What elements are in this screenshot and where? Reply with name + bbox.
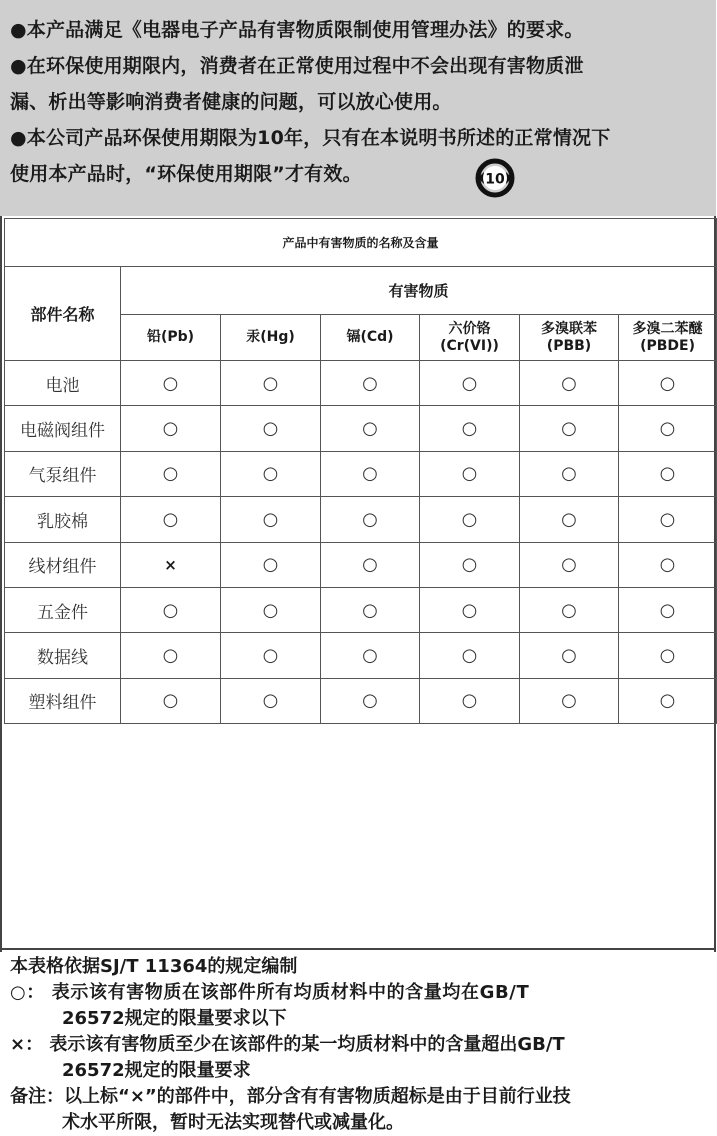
bottom-border xyxy=(0,948,716,950)
table-row xyxy=(5,542,717,587)
compliant-mark: ○ xyxy=(121,633,221,678)
part-name: 电磁阀组件 xyxy=(5,406,121,451)
substance-column-header xyxy=(221,315,321,361)
compliant-mark: ○ xyxy=(321,587,420,632)
compliant-mark: ○ xyxy=(221,451,321,496)
statement-line: ●在环保使用期限内，消费者在正常使用过程中不会出现有害物质泄 xyxy=(10,55,584,77)
part-name: 乳胶棉 xyxy=(5,497,121,542)
compliant-mark: ○ xyxy=(121,678,221,723)
part-name: 线材组件 xyxy=(5,542,121,587)
circle-note: ○： 表示该有害物质在该部件所有均质材料中的含量均在GB/T xyxy=(10,982,530,1003)
substance-name: 多溴二苯醚 xyxy=(632,320,703,337)
compliant-mark: ○ xyxy=(221,587,321,632)
hazardous-substances-frame xyxy=(0,216,716,1133)
compliant-mark: ○ xyxy=(121,497,221,542)
compliant-mark: ○ xyxy=(121,406,221,451)
table-row xyxy=(5,587,717,632)
compliant-mark: ○ xyxy=(520,497,619,542)
part-name: 塑料组件 xyxy=(5,678,121,723)
table-row xyxy=(5,633,717,678)
compliant-mark: ○ xyxy=(121,451,221,496)
epup-10-icon xyxy=(475,158,515,198)
hazardous-substances-table xyxy=(4,218,717,724)
compliant-mark: ○ xyxy=(420,587,520,632)
compliant-mark: ○ xyxy=(619,633,717,678)
compliant-mark: ○ xyxy=(520,587,619,632)
compliant-mark: ○ xyxy=(221,361,321,406)
compliant-mark: ○ xyxy=(121,361,221,406)
epup-number: 10 xyxy=(485,171,505,188)
substance-column-header xyxy=(420,315,520,361)
compliant-mark: ○ xyxy=(520,678,619,723)
compliant-mark: ○ xyxy=(619,542,717,587)
compliant-mark: ○ xyxy=(221,497,321,542)
table-row xyxy=(5,678,717,723)
substance-symbol: (PBB) xyxy=(546,337,592,354)
part-name: 数据线 xyxy=(5,633,121,678)
substance-name: 镉(Cd) xyxy=(346,329,394,345)
compliant-mark: ○ xyxy=(321,406,420,451)
compliant-mark: ○ xyxy=(619,587,717,632)
circle-note-cont: 26572规定的限量要求以下 xyxy=(62,1008,287,1029)
table-row xyxy=(5,406,717,451)
compliant-mark: ○ xyxy=(321,542,420,587)
compliant-mark: ○ xyxy=(321,451,420,496)
substance-column-header xyxy=(321,315,420,361)
substance-symbol: (PBDE) xyxy=(640,337,695,354)
substance-name: 六价铬 xyxy=(448,320,491,337)
substance-column-header xyxy=(121,315,221,361)
compliant-mark: ○ xyxy=(520,361,619,406)
compliant-mark: ○ xyxy=(520,633,619,678)
statement-line: ●本公司产品环保使用期限为10年，只有在本说明书所述的正常情况下 xyxy=(10,127,611,149)
table-row xyxy=(5,451,717,496)
statement-line: 漏、析出等影响消费者健康的问题，可以放心使用。 xyxy=(10,91,452,113)
remark-note-cont: 术水平所限，暂时无法实现替代或减量化。 xyxy=(62,1112,404,1133)
part-name-header: 部件名称 xyxy=(5,267,121,361)
notes xyxy=(4,954,716,1136)
compliant-mark: ○ xyxy=(420,633,520,678)
compliant-mark: ○ xyxy=(420,542,520,587)
part-name: 五金件 xyxy=(5,587,121,632)
remark-note: 备注：以上标“×”的部件中，部分含有有害物质超标是由于目前行业技 xyxy=(10,1086,571,1107)
table-row xyxy=(5,361,717,406)
compliant-mark: ○ xyxy=(420,678,520,723)
substance-header: 有害物质 xyxy=(121,267,717,315)
substance-name: 铅(Pb) xyxy=(146,329,195,345)
compliant-mark: ○ xyxy=(619,451,717,496)
compliant-mark: ○ xyxy=(321,497,420,542)
substance-column-header xyxy=(520,315,619,361)
statement-line: 使用本产品时，“环保使用期限”才有效。 xyxy=(10,163,362,185)
compliant-mark: ○ xyxy=(619,497,717,542)
substance-name: 多溴联苯 xyxy=(541,320,597,337)
compliant-mark: ○ xyxy=(321,361,420,406)
compliant-mark: ○ xyxy=(420,451,520,496)
compliant-mark: ○ xyxy=(420,361,520,406)
table-row xyxy=(5,497,717,542)
environmental-statement xyxy=(0,0,716,216)
compliant-mark: ○ xyxy=(420,406,520,451)
compliant-mark: ○ xyxy=(619,678,717,723)
compliant-mark: ○ xyxy=(520,542,619,587)
part-name: 气泵组件 xyxy=(5,451,121,496)
compliant-mark: ○ xyxy=(619,361,717,406)
compliant-mark: ○ xyxy=(520,451,619,496)
substance-name: 汞(Hg) xyxy=(246,329,295,345)
compliant-mark: ○ xyxy=(420,497,520,542)
compliant-mark: ○ xyxy=(221,406,321,451)
table-title: 产品中有害物质的名称及含量 xyxy=(5,219,717,267)
cross-note-cont: 26572规定的限量要求 xyxy=(62,1060,251,1081)
compliant-mark: ○ xyxy=(221,542,321,587)
compliant-mark: ○ xyxy=(520,406,619,451)
compliant-mark: ○ xyxy=(619,406,717,451)
compliant-mark: ○ xyxy=(321,633,420,678)
part-name: 电池 xyxy=(5,361,121,406)
substance-symbol: (Cr(VI)) xyxy=(440,337,499,354)
statement-line: ●本产品满足《电器电子产品有害物质限制使用管理办法》的要求。 xyxy=(10,19,584,41)
compliant-mark: ○ xyxy=(221,633,321,678)
exceeds-mark: × xyxy=(121,542,221,587)
compliant-mark: ○ xyxy=(321,678,420,723)
substance-column-header xyxy=(619,315,717,361)
compliant-mark: ○ xyxy=(221,678,321,723)
compliant-mark: ○ xyxy=(121,587,221,632)
standard-basis: 本表格依据SJ/T 11364的规定编制 xyxy=(10,956,298,977)
cross-note: ×： 表示该有害物质至少在该部件的某一均质材料中的含量超出GB/T xyxy=(10,1034,565,1055)
